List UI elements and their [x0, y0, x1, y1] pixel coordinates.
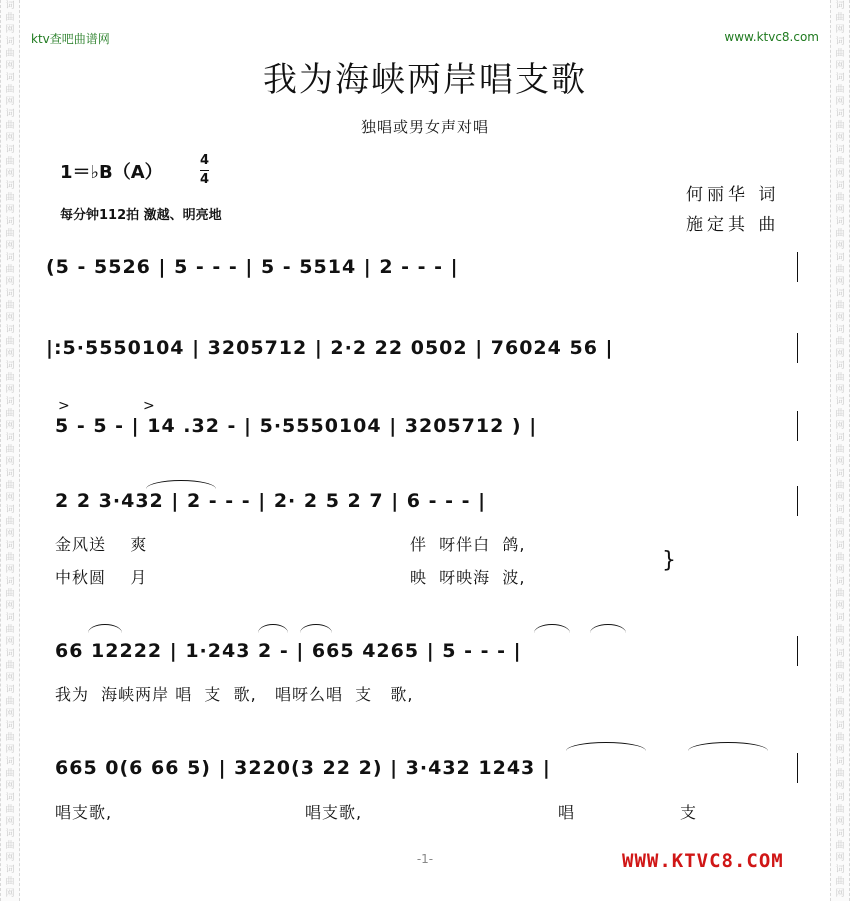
side-watermark-glyph: 词	[835, 73, 845, 83]
site-logo: WWW.KTVC8.COM	[622, 850, 784, 872]
side-watermark-glyph: 词	[835, 721, 845, 731]
side-watermark-glyph: 网	[5, 421, 15, 431]
slur-mark	[534, 624, 570, 633]
side-watermark-glyph: 词	[5, 793, 15, 803]
side-watermark-glyph: 网	[5, 133, 15, 143]
side-watermark-glyph: 词	[835, 505, 845, 515]
side-watermark-glyph: 曲	[5, 157, 15, 167]
side-watermark-glyph: 词	[5, 433, 15, 443]
row-3-end-barline	[797, 411, 798, 441]
notation-row-4: 2 2 3·432 | 2 - - - | 2· 2 5 2 7 | 6 - - - |	[55, 490, 487, 512]
side-watermark-glyph: 曲	[835, 589, 845, 599]
side-watermark-glyph: 曲	[835, 337, 845, 347]
side-watermark-glyph: 曲	[5, 481, 15, 491]
side-watermark-glyph: 词	[835, 397, 845, 407]
side-watermark-glyph: 网	[835, 25, 845, 35]
side-watermark-glyph: 网	[835, 817, 845, 827]
side-watermark-glyph: 网	[5, 601, 15, 611]
time-signature-top: 4	[200, 153, 210, 168]
side-watermark-glyph: 词	[5, 1, 15, 11]
side-watermark-glyph: 网	[5, 61, 15, 71]
side-watermark-glyph: 网	[835, 637, 845, 647]
side-watermark-glyph: 词	[835, 865, 845, 875]
side-watermark-glyph: 曲	[835, 157, 845, 167]
side-watermark-glyph: 词	[5, 541, 15, 551]
side-watermark-glyph: 曲	[5, 733, 15, 743]
side-watermark-glyph: 词	[835, 325, 845, 335]
side-watermark-glyph: 曲	[5, 661, 15, 671]
side-watermark-glyph: 曲	[5, 409, 15, 419]
side-watermark-glyph: 词	[5, 721, 15, 731]
side-watermark-glyph: 词	[835, 685, 845, 695]
side-watermark-glyph: 曲	[5, 85, 15, 95]
side-watermark-glyph: 曲	[5, 49, 15, 59]
side-watermark-glyph: 曲	[5, 121, 15, 131]
side-watermark-glyph: 曲	[5, 625, 15, 635]
notation-row-2: |:5·5550104 | 3205712 | 2·2 22 0502 | 76024 56 |	[46, 337, 614, 359]
notation-row-3: 5 - 5 - | 14 .32 - | 5·5550104 | 3205712 ) |	[55, 415, 538, 437]
side-watermark-glyph: 词	[5, 469, 15, 479]
side-watermark-glyph: 网	[835, 745, 845, 755]
side-watermark-glyph: 曲	[5, 229, 15, 239]
slur-mark	[566, 742, 646, 751]
side-watermark-glyph: 曲	[5, 769, 15, 779]
side-watermark-glyph: 网	[5, 25, 15, 35]
slur-mark	[146, 480, 216, 489]
side-watermark-glyph: 曲	[5, 877, 15, 887]
side-watermark-glyph: 网	[5, 493, 15, 503]
side-watermark-glyph: 词	[5, 829, 15, 839]
side-watermark-glyph: 词	[835, 145, 845, 155]
side-watermark-glyph: 曲	[5, 517, 15, 527]
side-watermark-glyph: 曲	[835, 805, 845, 815]
side-watermark-glyph: 网	[835, 601, 845, 611]
side-watermark-glyph: 网	[5, 169, 15, 179]
composer-credit: 施定其 曲	[686, 215, 780, 235]
side-watermark-glyph: 网	[5, 817, 15, 827]
side-watermark-glyph: 曲	[835, 625, 845, 635]
side-watermark-glyph: 网	[835, 241, 845, 251]
row-2-end-barline	[797, 333, 798, 363]
side-watermark-glyph: 曲	[835, 697, 845, 707]
time-signature-bottom: 4	[200, 172, 210, 187]
side-watermark-glyph: 词	[5, 613, 15, 623]
side-watermark-glyph: 词	[5, 325, 15, 335]
accent-mark: >	[143, 398, 155, 414]
slur-mark	[300, 624, 332, 633]
tempo-marking: 每分钟112拍 激越、明亮地	[60, 208, 222, 223]
lyrics-row-6-c: 唱	[558, 803, 576, 822]
side-watermark-glyph: 网	[835, 709, 845, 719]
side-watermark-glyph: 网	[5, 205, 15, 215]
side-watermark-glyph: 词	[835, 469, 845, 479]
side-watermark-glyph: 词	[5, 865, 15, 875]
side-watermark-glyph: 词	[5, 217, 15, 227]
side-watermark-glyph: 网	[5, 745, 15, 755]
side-watermark-glyph: 词	[5, 649, 15, 659]
side-watermark-glyph: 曲	[835, 553, 845, 563]
side-watermark-glyph: 网	[835, 205, 845, 215]
side-watermark-glyph: 曲	[5, 553, 15, 563]
side-watermark-glyph: 词	[835, 541, 845, 551]
side-watermark-glyph: 网	[835, 457, 845, 467]
side-watermark-glyph: 曲	[835, 481, 845, 491]
lyrics-row-5: 我为 海峡两岸 唱 支 歌, 唱呀么唱 支 歌,	[55, 685, 414, 704]
side-watermark-glyph: 网	[835, 133, 845, 143]
side-watermark-glyph: 网	[835, 277, 845, 287]
side-watermark-glyph: 词	[835, 793, 845, 803]
side-watermark-glyph: 曲	[835, 517, 845, 527]
side-watermark-glyph: 曲	[835, 121, 845, 131]
side-watermark-glyph: 词	[835, 181, 845, 191]
side-watermark-glyph: 曲	[835, 445, 845, 455]
site-watermark-right: www.ktvc8.com	[724, 30, 819, 44]
side-watermark-glyph: 曲	[835, 85, 845, 95]
row-6-end-barline	[797, 753, 798, 783]
side-watermark-glyph: 词	[835, 361, 845, 371]
side-watermark-glyph: 网	[5, 457, 15, 467]
side-watermark-glyph: 词	[835, 757, 845, 767]
side-watermark-glyph: 网	[835, 889, 845, 899]
side-watermark-glyph: 词	[5, 145, 15, 155]
side-watermark-glyph: 词	[5, 361, 15, 371]
verse-brace: }	[662, 548, 677, 573]
slur-mark	[258, 624, 288, 633]
side-watermark-glyph: 曲	[5, 805, 15, 815]
side-watermark-glyph: 网	[835, 349, 845, 359]
side-watermark-glyph: 网	[835, 385, 845, 395]
side-watermark-glyph: 词	[5, 505, 15, 515]
side-watermark-glyph: 曲	[5, 337, 15, 347]
notation-row-5: 66 12222 | 1·243 2 - | 665 4265 | 5 - - - |	[55, 640, 522, 662]
side-watermark-glyph: 曲	[5, 841, 15, 851]
side-watermark-glyph: 曲	[835, 733, 845, 743]
side-watermark-glyph: 词	[5, 757, 15, 767]
page-number: -1-	[416, 852, 434, 866]
side-watermark-glyph: 词	[5, 73, 15, 83]
side-watermark-glyph: 词	[835, 829, 845, 839]
side-watermark-glyph: 曲	[835, 661, 845, 671]
side-watermark-glyph: 词	[835, 37, 845, 47]
time-signature	[200, 152, 209, 189]
song-title: 我为海峡两岸唱支歌	[263, 60, 587, 100]
side-watermark-glyph: 词	[5, 289, 15, 299]
side-watermark-glyph: 网	[835, 565, 845, 575]
side-watermark-glyph: 曲	[835, 193, 845, 203]
side-watermark-glyph: 网	[5, 889, 15, 899]
side-watermark-glyph: 网	[835, 493, 845, 503]
side-watermark-glyph: 网	[835, 781, 845, 791]
lyrics-row-6-a: 唱支歌,	[55, 803, 113, 822]
side-watermark-glyph: 词	[835, 289, 845, 299]
side-watermark-glyph: 词	[835, 649, 845, 659]
slur-mark	[88, 624, 122, 633]
side-watermark-glyph: 曲	[5, 265, 15, 275]
side-watermark-glyph: 网	[5, 277, 15, 287]
side-watermark-glyph: 词	[835, 433, 845, 443]
row-1-end-barline	[797, 252, 798, 282]
side-watermark-glyph: 曲	[5, 589, 15, 599]
side-watermark-glyph: 网	[5, 565, 15, 575]
side-watermark-glyph: 网	[5, 97, 15, 107]
side-watermark-glyph: 网	[835, 169, 845, 179]
side-watermark-glyph: 网	[5, 673, 15, 683]
side-watermark-glyph: 网	[835, 853, 845, 863]
lyrics-row-4-verse-2: 中秋圆 月	[55, 568, 148, 587]
side-watermark-glyph: 曲	[835, 13, 845, 23]
side-watermark-glyph: 词	[835, 577, 845, 587]
side-watermark-glyph: 词	[835, 1, 845, 11]
side-watermark-glyph: 词	[835, 217, 845, 227]
side-watermark-glyph: 曲	[5, 193, 15, 203]
side-watermark-glyph: 网	[5, 529, 15, 539]
side-watermark-glyph: 网	[835, 529, 845, 539]
side-watermark-glyph: 词	[835, 613, 845, 623]
side-watermark-glyph: 词	[5, 397, 15, 407]
side-watermark-glyph: 曲	[5, 697, 15, 707]
side-watermark-glyph: 网	[5, 313, 15, 323]
side-watermark-glyph: 词	[5, 109, 15, 119]
side-watermark-glyph: 网	[5, 349, 15, 359]
lyrics-row-6-b: 唱支歌,	[305, 803, 363, 822]
side-watermark-glyph: 曲	[5, 13, 15, 23]
side-watermark-glyph: 曲	[5, 373, 15, 383]
lyrics-row-4-verse-1: 金风送 爽	[55, 535, 148, 554]
site-watermark-left: ktv查吧曲谱网	[31, 32, 110, 46]
side-watermark-glyph: 网	[5, 637, 15, 647]
side-watermark-glyph: 曲	[835, 409, 845, 419]
side-watermark-glyph: 网	[5, 853, 15, 863]
side-watermark-glyph: 曲	[835, 301, 845, 311]
side-watermark-glyph: 词	[5, 253, 15, 263]
lyrics-row-4-verse-2b: 映 呀映海 波,	[410, 568, 526, 587]
side-watermark-glyph: 词	[5, 37, 15, 47]
row-5-end-barline	[797, 636, 798, 666]
key-signature: 1＝♭B（A）	[60, 162, 163, 183]
side-watermark-glyph: 网	[835, 61, 845, 71]
row-4-end-barline	[797, 486, 798, 516]
side-watermark-glyph: 曲	[835, 265, 845, 275]
notation-row-1: (5 - 5526 | 5 - - - | 5 - 5514 | 2 - - - |	[46, 256, 459, 278]
accent-mark: >	[58, 398, 70, 414]
side-watermark-glyph: 网	[5, 385, 15, 395]
side-watermark-glyph: 曲	[5, 301, 15, 311]
side-watermark-glyph: 网	[835, 313, 845, 323]
side-watermark-glyph: 曲	[835, 877, 845, 887]
side-watermark-glyph: 词	[835, 253, 845, 263]
side-watermark-glyph: 曲	[5, 445, 15, 455]
slur-mark	[688, 742, 768, 751]
side-watermark-glyph: 网	[5, 709, 15, 719]
side-watermark-glyph: 网	[5, 241, 15, 251]
side-watermark-glyph: 词	[5, 685, 15, 695]
side-watermark-glyph: 曲	[835, 229, 845, 239]
side-watermark-glyph: 词	[5, 181, 15, 191]
side-watermark-glyph: 网	[835, 97, 845, 107]
side-watermark-glyph: 词	[5, 577, 15, 587]
side-watermark-glyph: 网	[5, 781, 15, 791]
side-watermark-glyph: 曲	[835, 373, 845, 383]
side-watermark-glyph: 曲	[835, 49, 845, 59]
notation-row-6: 665 0(6 66 5) | 3220(3 22 2) | 3·432 1243 |	[55, 757, 551, 779]
slur-mark	[590, 624, 626, 633]
lyrics-row-4-verse-1b: 伴 呀伴白 鸽,	[410, 535, 526, 554]
lyricist-credit: 何丽华 词	[686, 185, 780, 205]
song-subtitle: 独唱或男女声对唱	[360, 118, 489, 136]
side-watermark-glyph: 网	[835, 421, 845, 431]
side-watermark-glyph: 词	[835, 109, 845, 119]
lyrics-row-6-d: 支	[680, 803, 698, 822]
side-watermark-glyph: 网	[835, 673, 845, 683]
side-watermark-glyph: 曲	[835, 841, 845, 851]
side-watermark-glyph: 曲	[835, 769, 845, 779]
